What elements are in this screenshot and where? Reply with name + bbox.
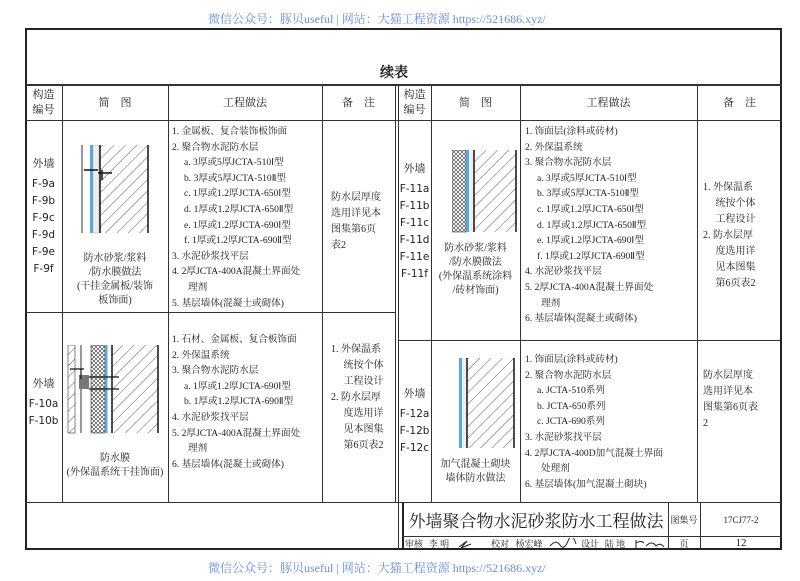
divider bbox=[398, 340, 782, 341]
method-step: 理剂 bbox=[188, 281, 208, 293]
design-label: 设计 bbox=[580, 538, 599, 549]
divider bbox=[398, 85, 399, 550]
construction-code bbox=[25, 375, 62, 430]
method-step: a. 1厚或1.2厚JCTA-690Ⅰ型 bbox=[184, 380, 291, 392]
wall-type: 外墙 bbox=[403, 162, 426, 175]
method-step: 6. 基层墙体(加气混凝土砌块) bbox=[525, 478, 647, 490]
reviewer-signature bbox=[455, 538, 485, 549]
method-step: 5. 基层墙体(混凝土或砌体) bbox=[172, 297, 284, 309]
designer-signature bbox=[634, 538, 666, 549]
code-item: F-9c bbox=[32, 212, 55, 224]
table-title: 续表 bbox=[380, 65, 408, 81]
check-label: 校对 bbox=[490, 538, 509, 549]
divider bbox=[25, 312, 396, 313]
code-item: F-12b bbox=[399, 425, 430, 437]
watermark-top: 微信公众号：豚贝useful | 网站：大猫工程资源 https://521686.xyz/ bbox=[208, 12, 546, 26]
header-code: 构造 编号 bbox=[32, 89, 55, 116]
divider bbox=[697, 85, 698, 502]
page-label: 页 bbox=[679, 538, 689, 549]
method-step: f. 1厚或1.2厚JCTA-690Ⅱ型 bbox=[184, 235, 292, 247]
code-item: F-12a bbox=[399, 408, 430, 420]
method-step: e. 1厚或1.2厚JCTA-690Ⅰ型 bbox=[184, 219, 291, 231]
atlas-number: 17CJ77-2 bbox=[723, 514, 759, 525]
atlas-label: 图集号 bbox=[670, 515, 698, 525]
method-step: a. 3厚或5厚JCTA-510Ⅰ型 bbox=[184, 157, 284, 169]
method-step: a. 3厚或5厚JCTA-510Ⅰ型 bbox=[537, 172, 637, 184]
construction-code bbox=[398, 160, 431, 283]
divider bbox=[322, 85, 323, 502]
method-step: 6. 基层墙体(混凝土或砌体) bbox=[172, 458, 284, 470]
construction-method bbox=[172, 332, 300, 472]
method-step: 5. 2厚JCTA-400A混凝土界面处 bbox=[172, 427, 301, 439]
code-item: F-9d bbox=[31, 229, 56, 241]
diagram-f10 bbox=[66, 345, 166, 440]
header-code: 构造 编号 bbox=[403, 89, 426, 116]
diagram-caption: 加气混凝土砌块 墙体防水做法 bbox=[440, 459, 511, 484]
construction-code bbox=[398, 385, 431, 457]
method-step: d. 1厚或1.2厚JCTA-650Ⅱ型 bbox=[184, 203, 294, 215]
diagram-caption: 防水膜 (外保温系统干挂饰面) bbox=[66, 453, 164, 478]
wall-type: 外墙 bbox=[32, 377, 55, 390]
review-label: 审核 bbox=[404, 538, 423, 549]
header-notes: 备 注 bbox=[342, 96, 375, 109]
checker-signature bbox=[548, 538, 578, 549]
notes: 防水层厚度 选用详见本 图集第6页 表2 bbox=[331, 192, 381, 251]
reviewer: 李 明 bbox=[428, 538, 450, 549]
method-step: 3. 聚合物水泥防水层 bbox=[525, 157, 612, 169]
code-item: F-11a bbox=[399, 183, 430, 195]
divider bbox=[431, 85, 432, 502]
method-step: 1. 石材、金属板、复合板饰面 bbox=[172, 334, 297, 345]
method-step: 4. 2厚JCTA-400A混凝土界面处 bbox=[172, 266, 301, 278]
checker: 杨宏峰 bbox=[515, 538, 543, 549]
wall-type: 外墙 bbox=[403, 387, 426, 400]
header-method: 工程做法 bbox=[223, 96, 267, 109]
header-diagram: 简 图 bbox=[98, 96, 132, 109]
diagram-f12 bbox=[457, 358, 527, 453]
method-step: c. JCTA-690系列 bbox=[537, 416, 605, 428]
method-step: 1. 金属板、复合装饰板饰面 bbox=[172, 126, 288, 137]
watermark-bottom: 微信公众号：豚贝useful | 网站：大猫工程资源 https://521686.xyz/ bbox=[208, 561, 546, 575]
code-item: F-9b bbox=[31, 195, 56, 207]
wall-type: 外墙 bbox=[32, 157, 55, 170]
code-item: F-12c bbox=[400, 442, 429, 454]
divider bbox=[25, 120, 782, 121]
method-step: 4. 2厚JCTA-400D加气混凝土界面 bbox=[525, 447, 663, 459]
notes: 1. 外保温系 统按个体 工程设计 2. 防水层厚 度选用详 见本图集 第6页表2 bbox=[331, 344, 384, 451]
method-step: f. 1厚或1.2厚JCTA-690Ⅱ型 bbox=[537, 250, 645, 262]
header-notes: 备 注 bbox=[723, 96, 756, 109]
diagram-caption: 防水砂浆/浆料 /防水膜做法 (外保温系统涂料 /砖材饰面) bbox=[438, 243, 513, 296]
notes: 1. 外保温系 统按个体 工程设计 2. 防水层厚 度选用详 见本图集 第6页表2 bbox=[703, 182, 756, 289]
code-item: F-10a bbox=[28, 398, 59, 410]
method-step: c. 1厚或1.2厚JCTA-650Ⅰ型 bbox=[537, 203, 644, 215]
method-step: b. 3厚或5厚JCTA-510Ⅱ型 bbox=[537, 188, 640, 200]
method-step: 1. 饰面层(涂料或砖材) bbox=[525, 354, 618, 365]
method-step: 6. 基层墙体(混凝土或砌体) bbox=[525, 313, 637, 325]
method-step: c. 1厚或1.2厚JCTA-650Ⅰ型 bbox=[184, 188, 291, 200]
method-step: 2. 外保温系统 bbox=[525, 141, 583, 153]
method-step: b. JCTA-650系列 bbox=[537, 400, 606, 412]
method-step: 2. 聚合物水泥防水层 bbox=[172, 141, 259, 153]
method-step: 2. 聚合物水泥防水层 bbox=[525, 369, 612, 381]
construction-method bbox=[525, 352, 663, 492]
code-item: F-11b bbox=[399, 200, 430, 212]
method-step: 2. 外保温系统 bbox=[172, 349, 230, 361]
designer: 陆 地 bbox=[604, 538, 626, 549]
header-diagram: 简 图 bbox=[459, 96, 492, 109]
method-step: 3. 聚合物水泥防水层 bbox=[172, 365, 259, 377]
method-step: 3. 水泥砂浆找平层 bbox=[525, 431, 602, 443]
method-step: b. 1厚或1.2厚JCTA-690Ⅱ型 bbox=[184, 396, 294, 408]
code-item: F-10b bbox=[28, 415, 59, 427]
divider bbox=[62, 85, 63, 502]
code-item: F-9e bbox=[32, 246, 55, 258]
notes: 防水层厚度 选用详见本 图集第6页表 2 bbox=[703, 370, 758, 429]
page-number: 12 bbox=[735, 537, 747, 549]
method-step: 4. 水泥砂浆找平层 bbox=[525, 266, 602, 278]
method-step: 理剂 bbox=[188, 443, 208, 455]
code-item: F-11c bbox=[400, 217, 429, 229]
code-item: F-11e bbox=[399, 251, 430, 263]
method-step: 5. 2厚JCTA-400A混凝土界面处 bbox=[525, 281, 654, 293]
method-step: e. 1厚或1.2厚JCTA-690Ⅰ型 bbox=[537, 235, 644, 247]
diagram-f9 bbox=[80, 145, 155, 240]
code-item: F-11d bbox=[399, 234, 430, 246]
construction-method bbox=[525, 124, 653, 327]
code-item: F-9a bbox=[32, 178, 55, 190]
method-step: 3. 水泥砂浆找平层 bbox=[172, 250, 249, 262]
method-step: a. JCTA-510系列 bbox=[537, 385, 605, 397]
method-step: d. 1厚或1.2厚JCTA-650Ⅱ型 bbox=[537, 219, 647, 231]
method-step: 4. 水泥砂浆找平层 bbox=[172, 411, 249, 423]
method-step: b. 3厚或5厚JCTA-510Ⅱ型 bbox=[184, 172, 287, 184]
code-item: F-9f bbox=[33, 263, 54, 275]
divider bbox=[395, 85, 396, 502]
header-method: 工程做法 bbox=[586, 96, 631, 109]
divider bbox=[168, 85, 169, 502]
diagram-f11 bbox=[452, 150, 522, 240]
method-step: 处理剂 bbox=[541, 463, 570, 475]
construction-method bbox=[172, 124, 300, 311]
method-step: 理剂 bbox=[541, 297, 561, 309]
code-item: F-11f bbox=[401, 268, 428, 280]
construction-code bbox=[25, 155, 62, 278]
diagram-caption: 防水砂浆/浆料 /防水膜做法 (干挂金属板/装饰 板饰面) bbox=[76, 253, 154, 306]
method-step: 1. 饰面层(涂料或砖材) bbox=[525, 126, 618, 137]
drawing-title: 外墙聚合物水泥砂浆防水工程做法 bbox=[408, 512, 664, 532]
